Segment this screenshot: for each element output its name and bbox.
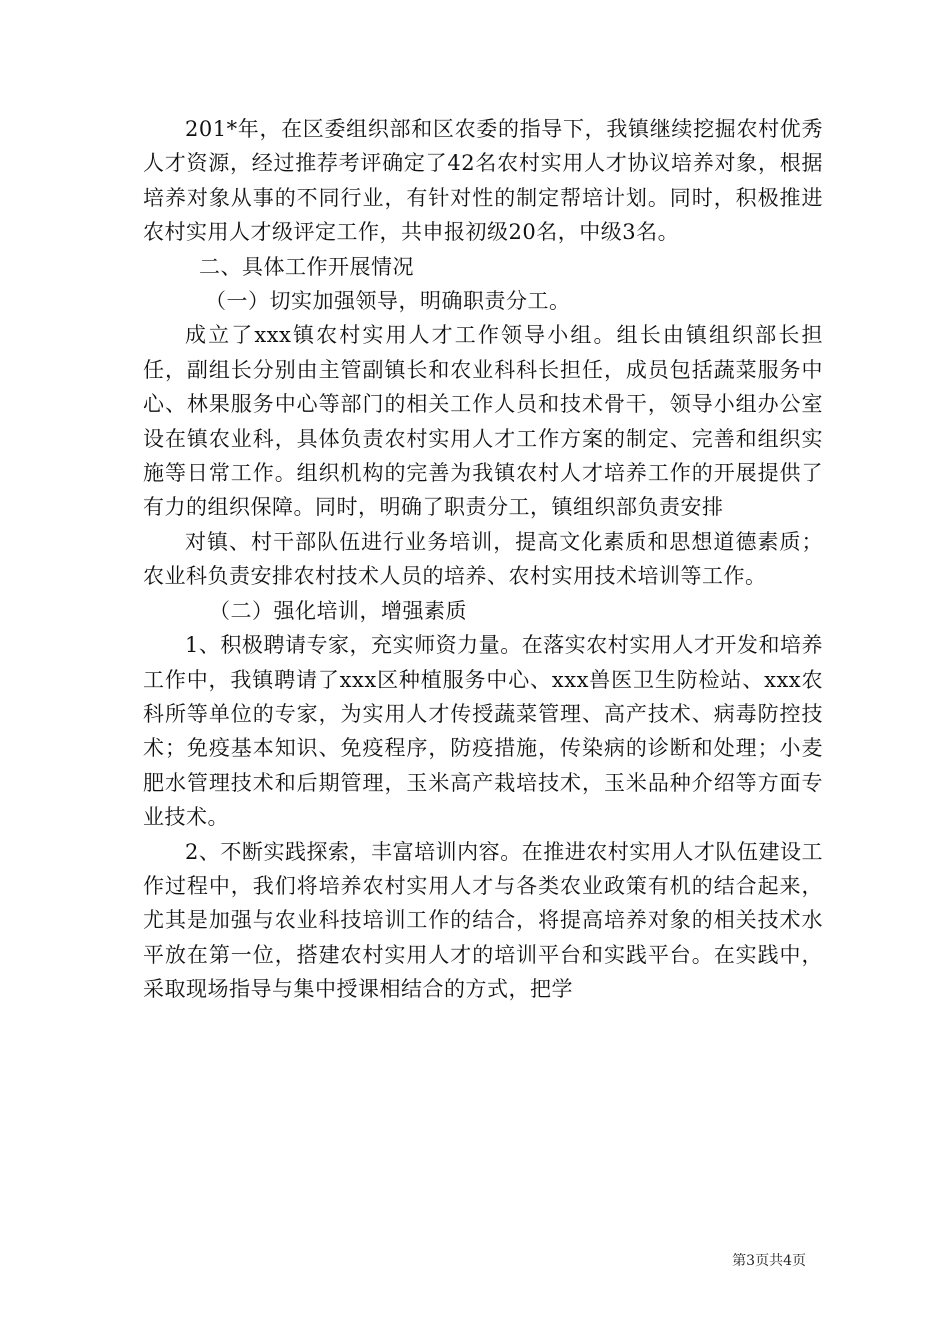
paragraph-practice: 2、不断实践探索，丰富培训内容。在推进农村实用人才队伍建设工作过程中，我们将培养农村实用人才与各类农业政策有机的结合起来，尤其是加强与农业科技培训工作的结合，将提高培养对象的相关技术水平放在第一位，搭建农村实用人才的培训平台和实践平台。在实践中，采取现场指导与集中授课相结合的方式，把学 <box>143 839 823 1002</box>
document-body <box>143 112 823 1007</box>
paragraph-experts: 1、积极聘请专家，充实师资力量。在落实农村实用人才开发和培养工作中，我镇聘请了xxx区种植服务中心、xxx兽医卫生防检站、xxx农科所等单位的专家，为实用人才传授蔬菜管理、高产技术、病毒防控技术；免疫基本知识、免疫程序，防疫措施，传染病的诊断和处理；小麦肥水管理技术和后期管理，玉米高产栽培技术，玉米品种介绍等方面专业技术。 <box>143 633 823 830</box>
page-number: 第3页共4页 <box>732 1253 806 1269</box>
subheading-2: （二）强化培训，增强素质 <box>209 598 467 623</box>
paragraph-intro: 201*年，在区委组织部和区农委的指导下，我镇继续挖掘农村优秀人才资源，经过推荐考评确定了42名农村实用人才协议培养对象，根据培养对象从事的不同行业，有针对性的制定帮培计划。同时，积极推进农村实用人才级评定工作，共申报初级20名，中级3名。 <box>143 117 823 245</box>
paragraph-training-duties: 对镇、村干部队伍进行业务培训，提高文化素质和思想道德素质；农业科负责安排农村技术人员的培养、农村实用技术培训等工作。 <box>143 529 823 589</box>
section-heading-2: 二、具体工作开展情况 <box>199 254 414 279</box>
paragraph-leadership: 成立了xxx镇农村实用人才工作领导小组。组长由镇组织部长担任，副组长分别由主管副镇长和农业科科长担任，成员包括蔬菜服务中心、林果服务中心等部门的相关工作人员和技术骨干，领导小组办公室设在镇农业科，具体负责农村实用人才工作方案的制定、完善和组织实施等日常工作。组织机构的完善为我镇农村人才培养工作的开展提供了有力的组织保障。同时，明确了职责分工，镇组织部负责安排 <box>143 323 823 520</box>
subheading-1: （一）切实加强领导，明确职责分工。 <box>205 289 571 314</box>
